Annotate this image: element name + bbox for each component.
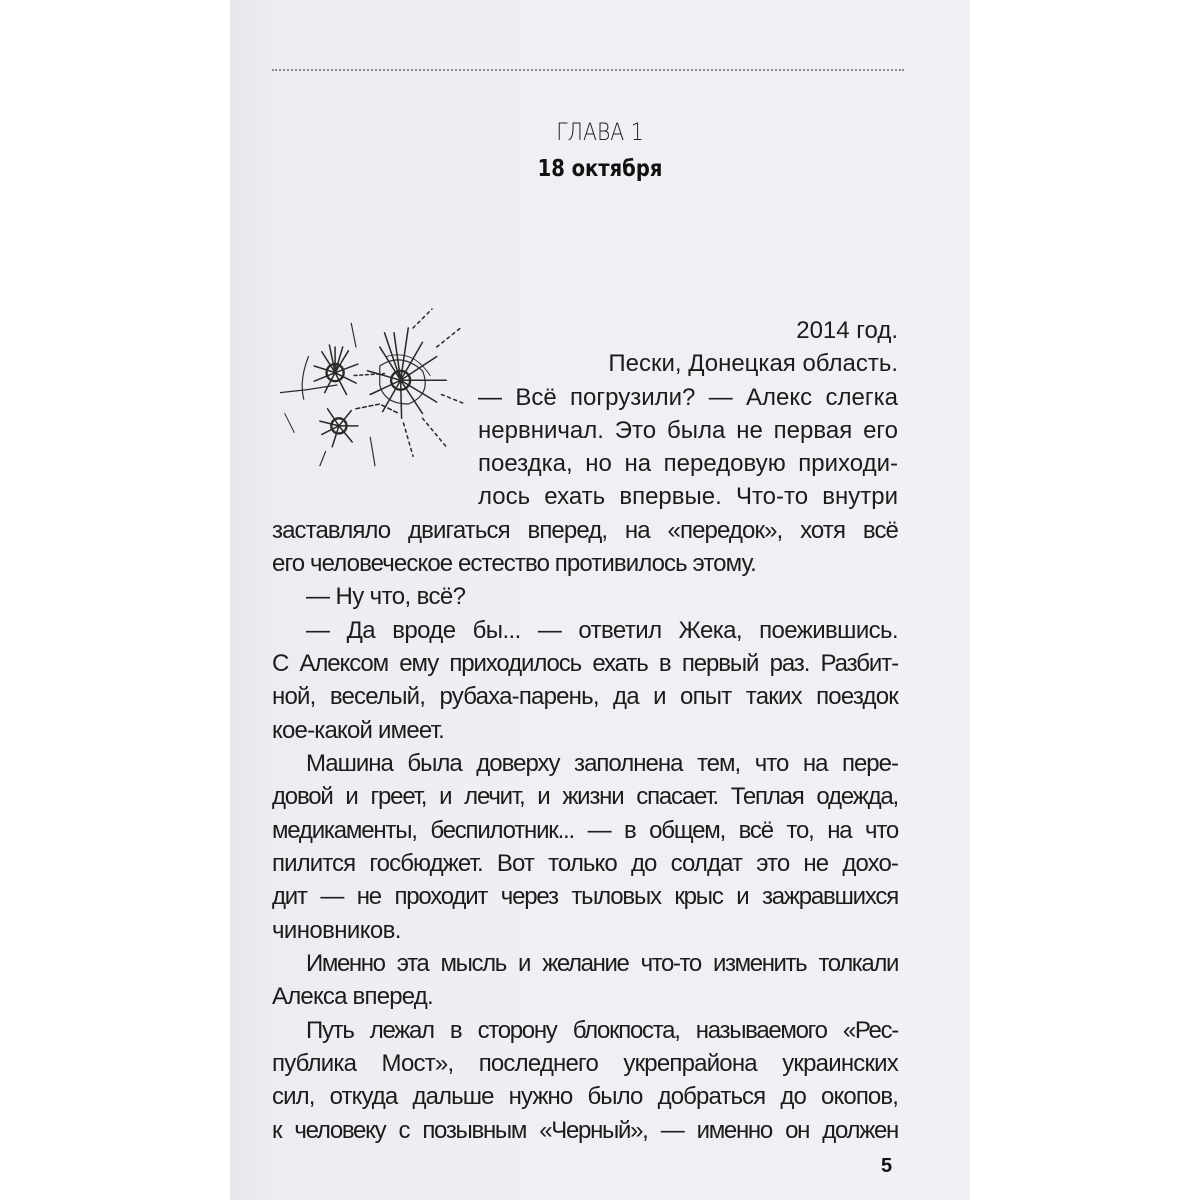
- text-line: дит — не проходит через тыловых крыс и зажравшихся: [272, 883, 898, 910]
- text-line: поездка, но на передовую приходи-: [478, 450, 898, 477]
- text-line: нервничал. Это была не первая его: [478, 417, 898, 444]
- epigraph-line: Пески, Донецкая область.: [608, 350, 898, 377]
- page-number: 5: [881, 1155, 893, 1177]
- text-line: кое-какой имеет.: [272, 717, 445, 744]
- text-line: заставляло двигаться вперед, на «передок», хотя всё: [272, 517, 898, 544]
- bullet-holes-icon: [280, 290, 470, 480]
- text-line: сил, откуда дальше нужно было добраться до окопов,: [272, 1083, 898, 1110]
- text-line: Путь лежал в сторону блокпоста, называемого «Рес-: [306, 1017, 898, 1044]
- text-line: чиновников.: [272, 917, 401, 944]
- text-line: Именно эта мысль и желание что-то изменить толкали: [306, 950, 898, 977]
- text-line: публика Мост», последнего укрепрайона украинских: [272, 1050, 898, 1077]
- text-line: к человеку с позывным «Черный», — именно он должен: [272, 1117, 898, 1144]
- text-line: медикаменты, беспилотник... — в общем, всё то, на что: [272, 817, 898, 844]
- book-page: [230, 0, 970, 1200]
- text-line: — Всё погрузили? — Алекс слегка: [478, 384, 898, 411]
- text-line: довой и греет, и лечит, и жизни спасает. Теплая одежда,: [272, 783, 898, 810]
- header-rule: [272, 69, 904, 71]
- epigraph-line: 2014 год.: [796, 317, 898, 344]
- text-line: его человеческое естество противилось этому.: [272, 550, 756, 577]
- text-line: лось ехать впервые. Что-то внутри: [478, 483, 898, 510]
- chapter-title: ГЛАВА 1: [556, 118, 644, 146]
- text-line: пилится госбюджет. Вот только до солдат это не дохо-: [272, 850, 898, 877]
- text-line: Машина была доверху заполнена тем, что на пере-: [306, 750, 898, 777]
- text-line: — Ну что, всё?: [306, 583, 466, 610]
- chapter-date: 18 октября: [537, 156, 663, 182]
- text-line: ной, веселый, рубаха-парень, да и опыт таких поездок: [272, 683, 898, 710]
- text-line: С Алексом ему приходилось ехать в первый раз. Разбит-: [272, 650, 898, 677]
- text-line: — Да вроде бы... — ответил Жека, поежившись.: [306, 617, 898, 644]
- text-line: Алекса вперед.: [272, 983, 433, 1010]
